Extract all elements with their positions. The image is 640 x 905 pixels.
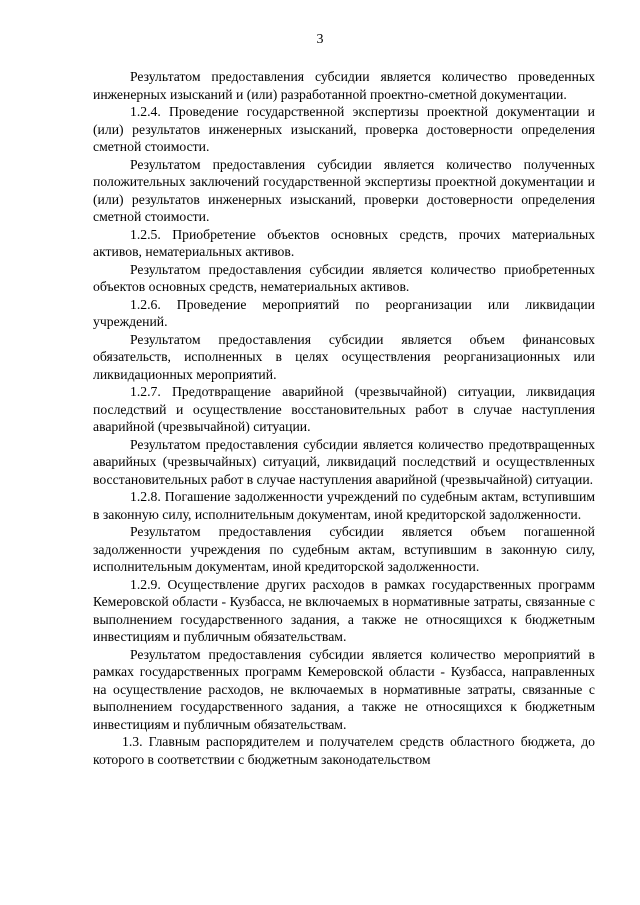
paragraph-result-expertise: Результатом предоставления субсидии является количество полученных положительных заключений государственной экспертизы проектной документации и (или) результатов инженерных изысканий, проверки достоверности определения сметной стоимости. — [93, 156, 595, 224]
paragraph-item-1-2-7: 1.2.7. Предотвращение аварийной (чрезвычайной) ситуации, ликвидация последствий и осуществление восстановительных работ в случае наступления аварийной (чрезвычайной) ситуации. — [93, 384, 595, 434]
paragraph-item-1-2-5: 1.2.5. Приобретение объектов основных средств, прочих материальных активов, нематериальных активов. — [93, 226, 595, 259]
paragraph-item-1-3: 1.3. Главным распорядителем и получателем средств областного бюджета, до которого в соответствии с бюджетным законодательством — [93, 734, 595, 767]
document-body — [93, 68, 595, 768]
paragraph-result-surveys: Результатом предоставления субсидии является количество проведенных инженерных изысканий и (или) разработанной проектно-сметной документации. — [93, 69, 595, 102]
paragraph-item-1-2-4: 1.2.4. Проведение государственной экспертизы проектной документации и (или) результатов инженерных изысканий, проверка достоверности определения сметной стоимости. — [93, 104, 595, 154]
paragraph-result-assets: Результатом предоставления субсидии является количество приобретенных объектов основных средств, нематериальных активов. — [93, 261, 595, 294]
paragraph-item-1-2-8: 1.2.8. Погашение задолженности учреждений по судебным актам, вступившим в законную силу, исполнительным документам, иной кредиторской задолженности. — [93, 489, 595, 522]
paragraph-item-1-2-6: 1.2.6. Проведение мероприятий по реорганизации или ликвидации учреждений. — [93, 296, 595, 329]
paragraph-result-debt: Результатом предоставления субсидии является объем погашенной задолженности учреждения по судебным актам, вступившим в законную силу, исполнительным документам, иной кредиторской задолженности. — [93, 524, 595, 574]
paragraph-result-reorganization: Результатом предоставления субсидии является объем финансовых обязательств, исполненных в целях осуществления реорганизационных или ликвидационных мероприятий. — [93, 331, 595, 382]
page-number: 3 — [316, 32, 324, 47]
paragraph-result-emergency: Результатом предоставления субсидии является количество предотвращенных аварийных (чрезвычайных) ситуаций, ликвидаций последствий и осуществленных восстановительных работ в случае наступления аварийной (чрезвычайной) ситуации. — [93, 436, 595, 487]
paragraph-result-programs: Результатом предоставления субсидии является количество мероприятий в рамках государственных программ Кемеровской области - Кузбасса, направленных на осуществление расходов, не включаемых в нормативные затраты, связанные с выполнением государственного задания, а также не относящихся к бюджетным инвестициям и публичным обязательствам. — [93, 646, 595, 732]
paragraph-item-1-2-9: 1.2.9. Осуществление других расходов в рамках государственных программ Кемеровской области - Кузбасса, не включаемых в нормативные затраты, связанные с выполнением государственного задания, а также не относящихся к бюджетным инвестициям и публичным обязательствам. — [93, 576, 595, 644]
